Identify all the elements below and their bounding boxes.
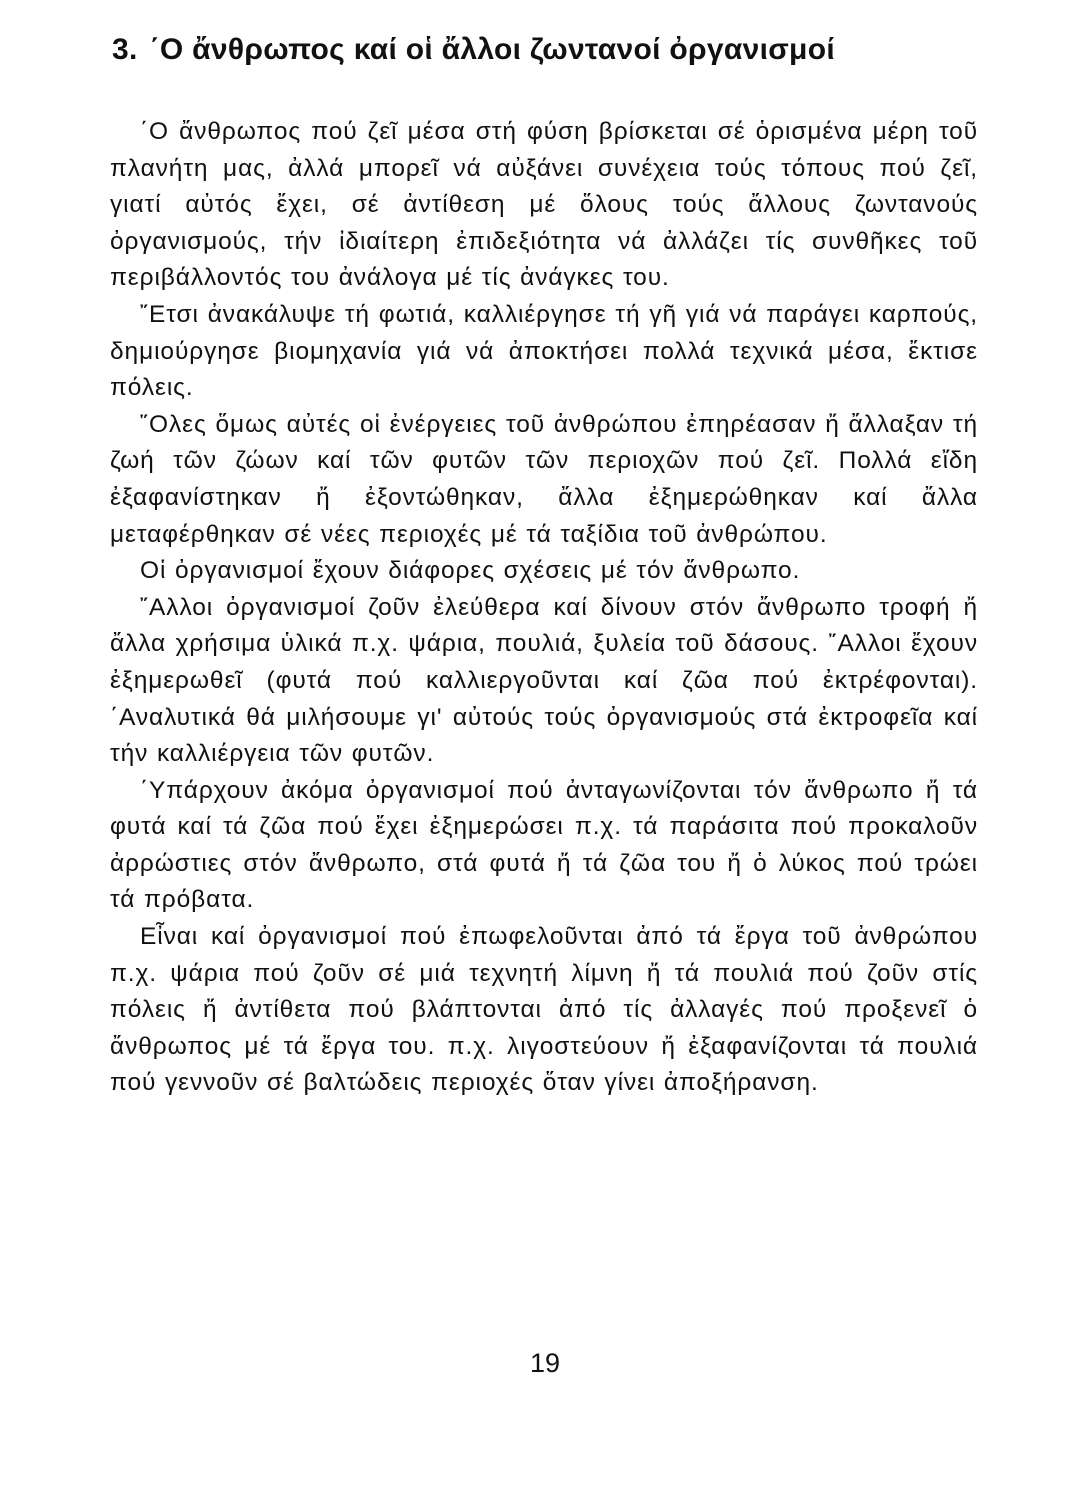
- paragraph-6: ΄Υπάρχουν ἀκόμα ὀργανισμοί πού ἀνταγωνίζονται τόν ἄνθρωπο ἤ τά φυτά καί τά ζῶα πού ἔχει ἐξημερώσει π.χ. τά παράσιτα πού προκαλοῦν ἀρρώστιες στόν ἄνθρωπο, στά φυτά ἤ τά ζῶα του ἤ ὁ λύκος πού τρώει τά πρόβατα.: [110, 776, 978, 914]
- paragraph-5: ῎Αλλοι ὀργανισμοί ζοῦν ἐλεύθερα καί δίνουν στόν ἄνθρωπο τροφή ἤ ἄλλα χρήσιμα ὑλικά π.χ. ψάρια, πουλιά, ξυλεία τοῦ δάσους. ῎Αλλοι ἔχουν ἐξημερωθεῖ (φυτά πού καλλιεργοῦνται καί ζῶα πού ἐκτρέφονται). ΄Αναλυτικά θά μιλήσουμε γι' αὐτούς τούς ὀργανισμούς στά ἐκτροφεῖα καί τήν καλλιέργεια τῶν φυτῶν.: [110, 593, 978, 768]
- chapter-heading: [112, 30, 835, 70]
- paragraph-1: ΄Ο ἄνθρωπος πού ζεῖ μέσα στή φύση βρίσκεται σέ ὁρισμένα μέρη τοῦ πλανήτη μας, ἀλλά μπορεῖ νά αὐξάνει συνέχεια τούς τόπους πού ζεῖ, γιατί αὐτός ἔχει, σέ ἀντίθεση μέ ὅλους τούς ἄλλους ζωντανούς ὀργανισμούς, τήν ἰδιαίτερη ἐπιδεξιότητα νά ἀλλάζει τίς συνθῆκες τοῦ περιβάλλοντός του ἀνάλογα μέ τίς ἀνάγκες του.: [110, 118, 978, 292]
- paragraph-2: ῎Ετσι ἀνακάλυψε τή φωτιά, καλλιέργησε τή γῆ γιά νά παράγει καρπούς, δημιούργησε βιομηχανία γιά νά ἀποκτήσει πολλά τεχνικά μέσα, ἔκτισε πόλεις.: [110, 300, 978, 402]
- paragraph-4: Οἱ ὀργανισμοί ἔχουν διάφορες σχέσεις μέ τόν ἄνθρωπο.: [140, 557, 801, 585]
- paragraph-3: ῞Ολες ὅμως αὐτές οἱ ἐνέργειες τοῦ ἀνθρώπου ἐπηρέασαν ἤ ἄλλαξαν τή ζωή τῶν ζώων καί τῶν φυτῶν τῶν περιοχῶν πού ζεῖ. Πολλά εἴδη ἐξαφανίστηκαν ἤ ἐξοντώθηκαν, ἄλλα ἐξημερώθηκαν καί ἄλλα μεταφέρθηκαν σέ νέες περιοχές μέ τά ταξίδια τοῦ ἀνθρώπου.: [110, 410, 978, 548]
- paragraph-7: Εἶναι καί ὀργανισμοί πού ἐπωφελοῦνται ἀπό τά ἔργα τοῦ ἀνθρώπου π.χ. ψάρια πού ζοῦν σέ μιά τεχνητή λίμνη ἤ τά πουλιά πού ζοῦν στίς πόλεις ἤ ἀντίθετα πού βλάπτονται ἀπό τίς ἀλλαγές πού προξενεῖ ὁ ἄνθρωπος μέ τά ἔργα του. π.χ. λιγοστεύουν ἤ ἐξαφανίζονται τά πουλιά πού γεννοῦν σέ βαλτώδεις περιοχές ὅταν γίνει ἀποξήρανση.: [110, 923, 978, 1097]
- body-text: [110, 114, 978, 1102]
- chapter-title: ΄Ο ἄνθρωπος καί οἱ ἄλλοι ζωντανοί ὀργανισμοί: [149, 33, 835, 66]
- chapter-number: 3.: [112, 33, 138, 66]
- page-number: 19: [529, 1348, 561, 1378]
